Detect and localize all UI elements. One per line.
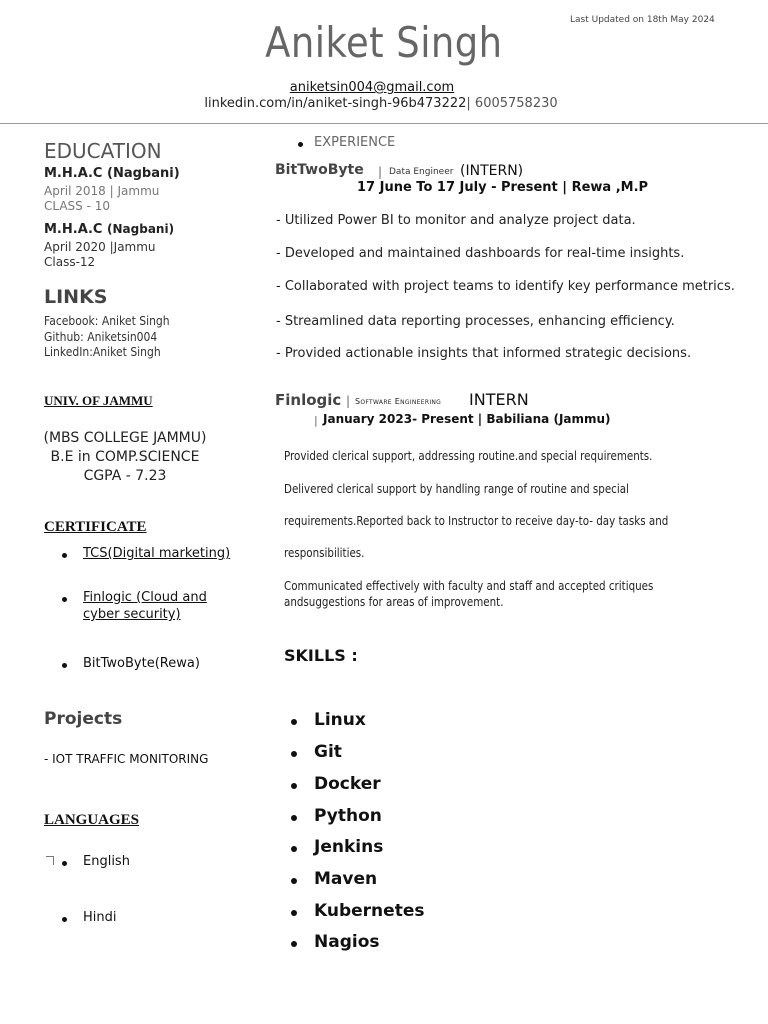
school-name: M.H.A.C [44,166,103,181]
job-bullet: - Developed and maintained dashboards for real-time insights. [276,246,685,261]
certificate-item-1: TCS(Digital marketing) [83,546,231,561]
bullet-icon [291,878,297,884]
links-heading: LINKS [44,286,108,308]
certificate-item-2 [83,589,207,623]
skill-item: Docker [314,774,381,794]
job-paragraph [284,449,712,463]
education-level-2: Class-12 [44,255,96,269]
degree: B.E in COMP.SCIENCE [50,449,200,465]
bullet-icon [291,751,297,757]
college-name: (MBS COLLEGE JAMMU) [43,430,207,446]
resume-name [0,18,768,67]
bullet-icon [62,663,67,668]
education-sep: | [109,184,114,198]
school-suffix: (Nagbani) [107,166,180,181]
job-paragraph [284,514,731,528]
projects-heading: Projects [44,709,123,729]
last-updated-note: Last Updated on 18th May 2024 [570,15,715,25]
job-paragraph-text: requirements.Reported back to Instructor to receive day-to- day tasks and [284,514,669,528]
job-paragraph-text: Delivered clerical support by handling range of routine and special [284,482,629,496]
education-meta-1 [44,184,159,198]
certificate-item-3: BitTwoByte(Rewa) [83,656,200,671]
phone-number: 6005758230 [474,96,558,111]
contact-separator: | [466,96,471,111]
job-paragraph-text: Communicated effectively with faculty and staff and accepted critiques [284,579,654,593]
university-heading: UNIV. OF JAMMU [44,393,153,408]
bullet-icon [62,861,67,866]
education-school-1 [44,166,180,181]
link-linkedin[interactable] [44,345,174,359]
skills-heading: SKILLS : [284,646,358,665]
job-paragraph [284,546,378,560]
header-divider [0,123,768,124]
job-role-1: Data Engineer [389,167,454,177]
job-type-2: INTERN [469,390,529,409]
education-date: April 2018 [44,184,106,198]
job-bullet: - Provided actionable insights that informed strategic decisions. [276,346,692,361]
link-linkedin-text: LinkedIn:Aniket Singh [44,345,161,359]
certificate-heading: CERTIFICATE [44,519,147,535]
language-item-english: English [83,854,130,869]
skill-item: Python [314,806,382,826]
education-heading: EDUCATION [44,139,162,163]
job-separator: | [378,165,383,179]
bullet-icon [291,910,297,916]
skill-item: Maven [314,869,378,889]
job-bullet: - Collaborated with project teams to identify key performance metrics. [276,279,735,294]
link-github-text: Github: Aniketsin004 [44,330,158,344]
checkbox-glyph-icon [46,856,54,865]
university-details [20,429,230,486]
experience-heading: EXPERIENCE [314,135,396,150]
job-dates-2: January 2023- Present | Babiliana (Jammu) [323,412,611,426]
education-level-1: CLASS - 10 [44,199,111,213]
project-item: - IOT TRAFFIC MONITORING [44,752,209,766]
education-school-2 [44,222,174,237]
skill-item: Kubernetes [314,901,425,921]
bullet-icon [291,783,297,789]
job-bullet: - Utilized Power BI to monitor and analyze project data. [276,213,636,228]
job-separator: | [314,414,318,427]
bullet-icon [298,142,303,147]
job-bullet: - Streamlined data reporting processes, enhancing efficiency. [276,314,675,329]
name-text: Aniket Singh [265,18,503,67]
skill-item: Linux [314,710,366,730]
linkedin-link[interactable]: linkedin.com/in/aniket-singh-96b473222 [204,96,467,111]
education-place: Jammu [117,184,160,198]
certificate-line: cyber security) [83,607,181,622]
bullet-icon [291,719,297,725]
school-suffix: (Nagbani) [107,222,175,236]
job-dates-1: 17 June To 17 July - Present | Rewa ,M.P [357,180,649,195]
email-link[interactable]: aniketsin004@gmail.com [289,80,455,95]
bullet-icon [62,597,67,602]
language-item-hindi: Hindi [83,910,117,925]
education-sep: | [109,240,114,254]
job-type-1: (INTERN) [460,163,524,179]
job-separator: | [346,394,351,408]
job-paragraph-text: responsibilities. [284,546,365,560]
email-line [0,80,744,95]
school-name: M.H.A.C [44,222,103,237]
skill-item: Git [314,742,342,762]
cgpa: CGPA - 7.23 [83,468,167,484]
bullet-icon [62,917,67,922]
job-paragraph [284,595,539,609]
job-paragraph [284,579,714,593]
contact-line [0,96,762,111]
skill-item: Nagios [314,932,380,952]
job-role-2: Software Engineering [355,397,442,406]
skill-item: Jenkins [314,837,384,857]
bullet-icon [291,846,297,852]
bullet-icon [291,941,297,947]
job-paragraph-text: Provided clerical support, addressing routine.and special requirements. [284,449,653,463]
job-company-2: Finlogic [275,391,342,409]
education-date: April 2020 [44,240,106,254]
job-paragraph [284,482,685,496]
education-place: Jammu [113,240,156,254]
languages-heading: LANGUAGES [44,812,140,828]
bullet-icon [62,553,67,558]
job-company-1: BitTwoByte [275,162,364,178]
link-github[interactable] [44,330,170,344]
job-paragraph-text: andsuggestions for areas of improvement. [284,595,504,609]
education-meta-2 [44,240,156,254]
bullet-icon [291,815,297,821]
link-facebook[interactable] [44,314,184,328]
certificate-line: Finlogic (Cloud and [83,590,207,605]
link-facebook-text: Facebook: Aniket Singh [44,314,170,328]
